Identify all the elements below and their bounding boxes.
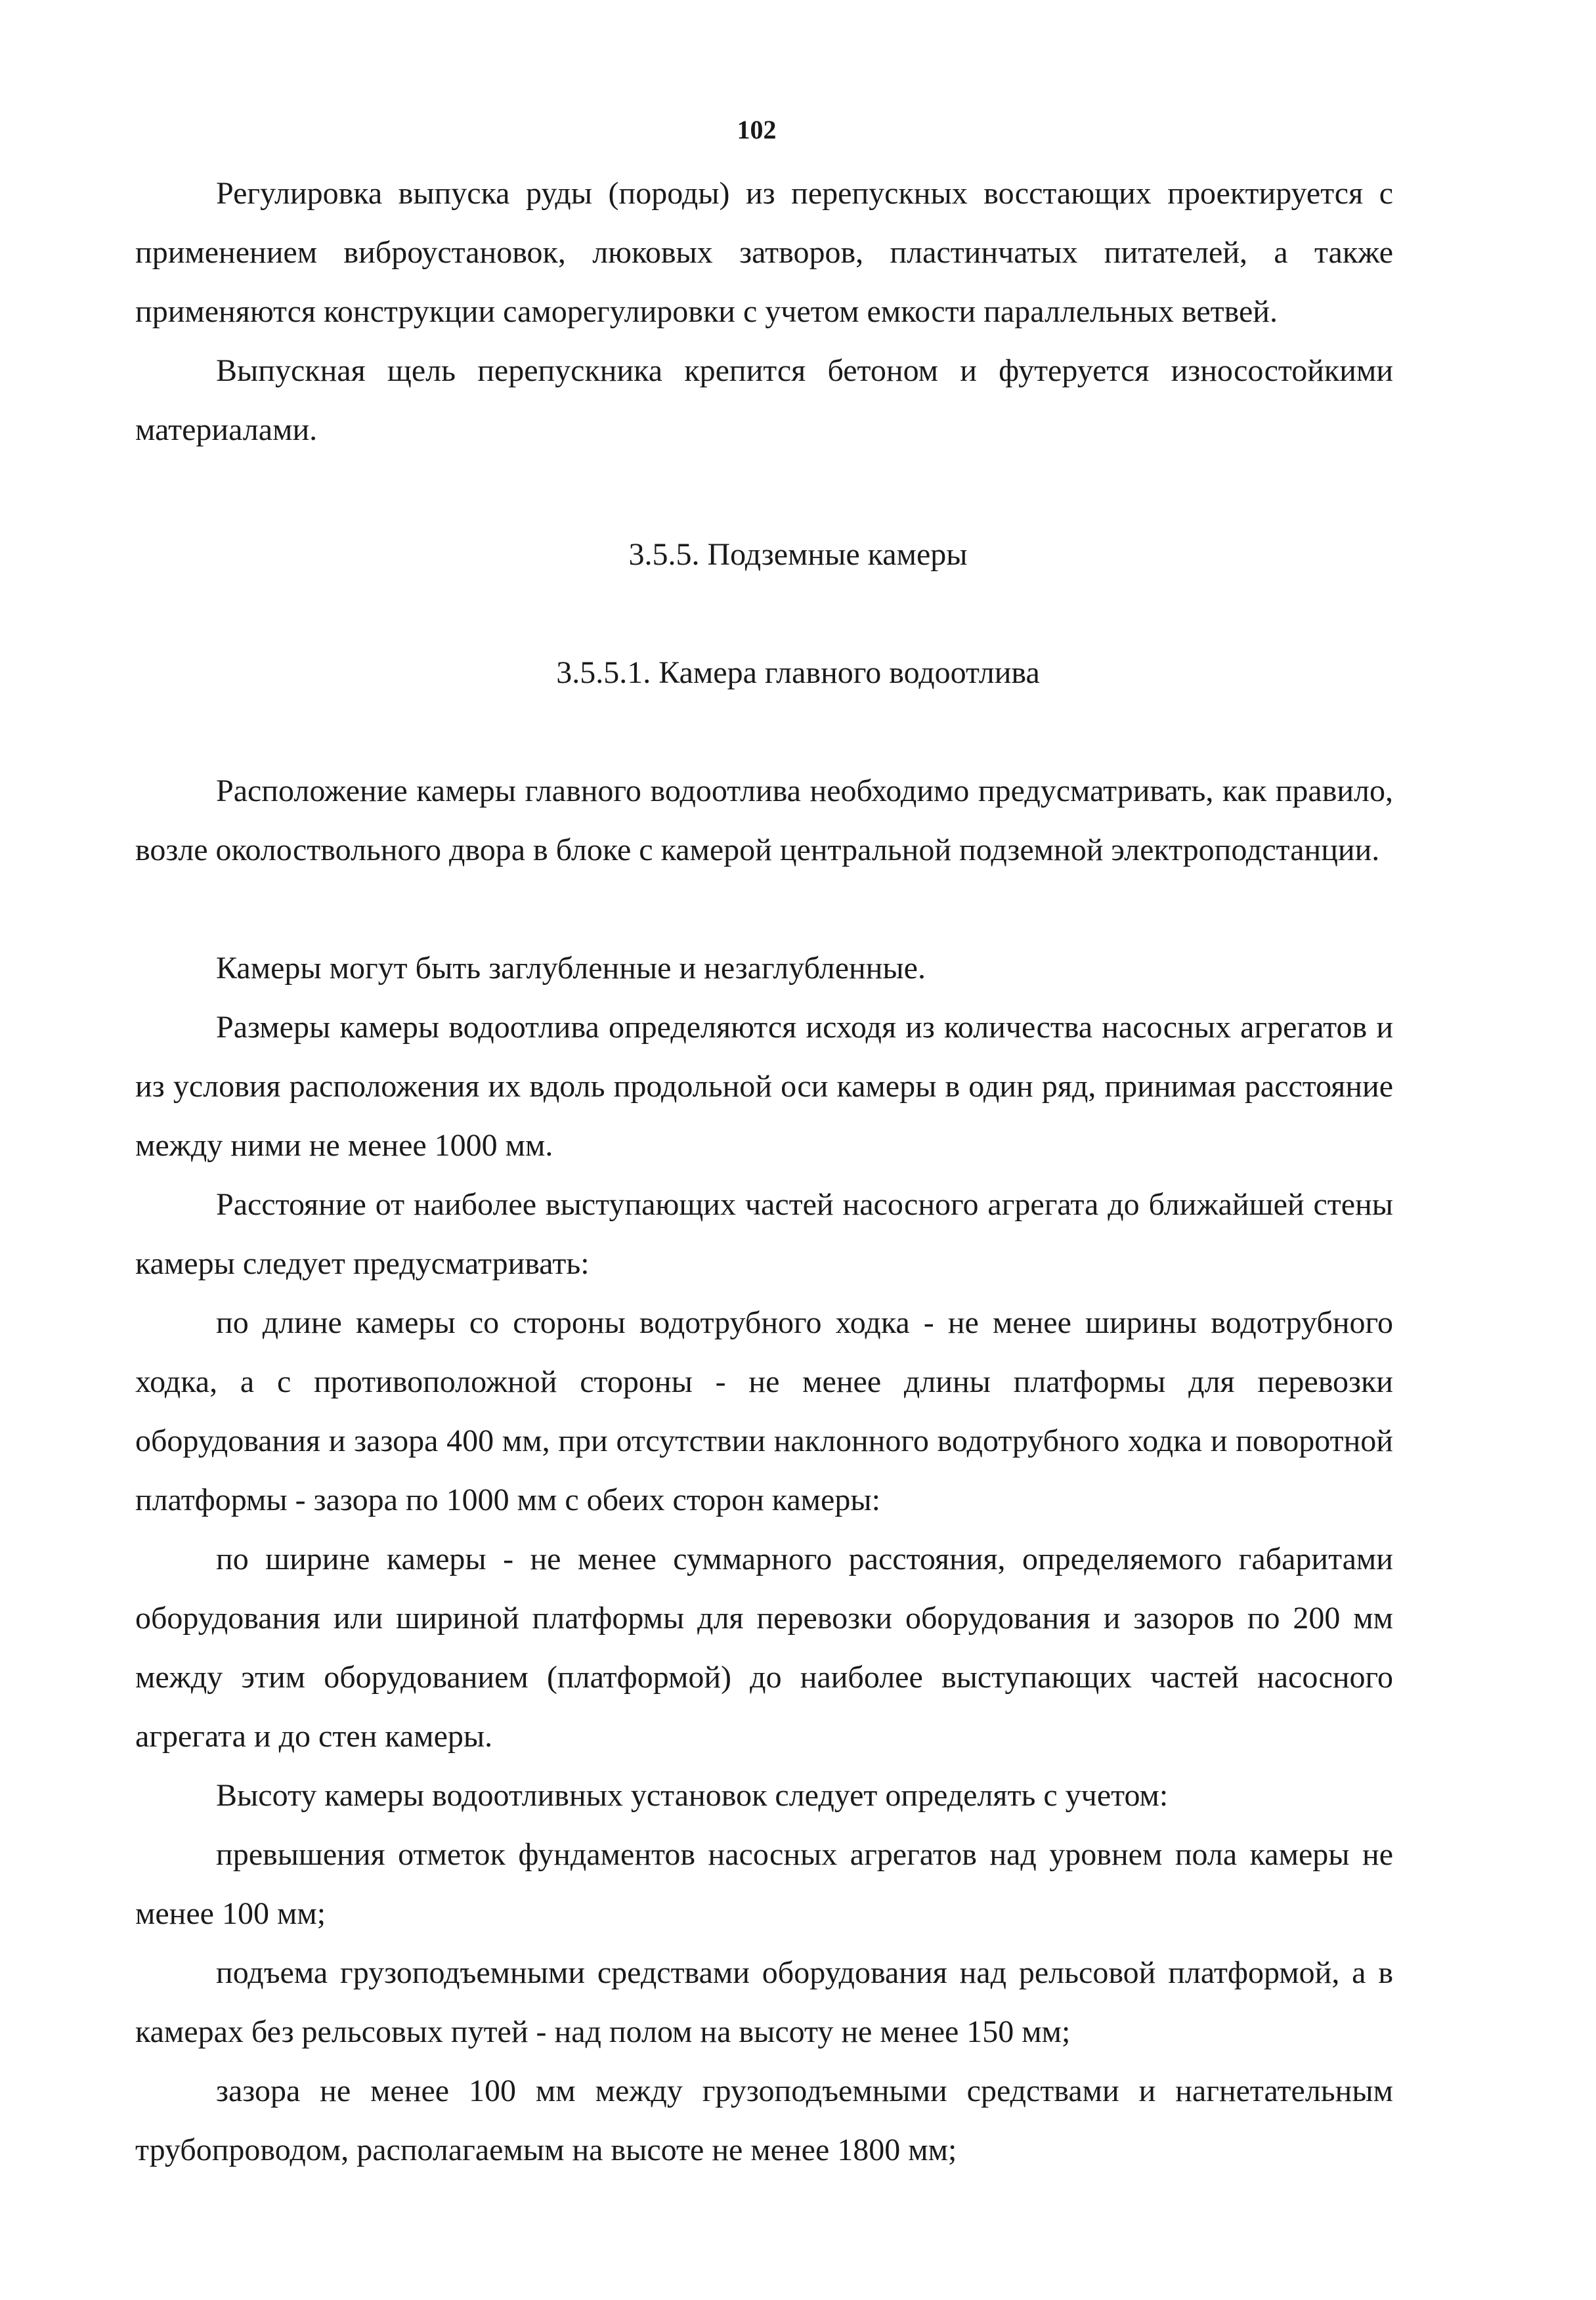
subsection-heading: 3.5.5.1. Камера главного водоотлива xyxy=(556,655,1040,690)
paragraph-clearance: зазора не менее 100 мм между грузоподъемными средствами и нагнетательным трубопроводом, располагаемым на высоте не менее 1800 мм; xyxy=(135,2073,1393,2167)
paragraph-ore-release: Регулировка выпуска руды (породы) из перепускных восстающих проектируется с применением виброустановок, люковых затворов, пластинчатых питателей, а также применяются конструкции саморегулировки с учетом емкости параллельных ветвей. xyxy=(135,176,1393,329)
paragraph-distance: Расстояние от наиболее выступающих частей насосного агрегата до ближайшей стены камеры следует предусматривать: xyxy=(135,1187,1393,1281)
page-number: 102 xyxy=(737,115,777,144)
paragraph-release-slot: Выпускная щель перепускника крепится бетоном и футеруется износостойкими материалами. xyxy=(135,353,1393,447)
paragraph-location: Расположение камеры главного водоотлива необходимо предусматривать, как правило, возле околоствольного двора в блоке с камерой центральной подземной электроподстанции. xyxy=(135,773,1393,867)
paragraph-foundation: превышения отметок фундаментов насосных агрегатов над уровнем пола камеры не менее 100 мм; xyxy=(135,1837,1393,1931)
paragraph-height-intro: Высоту камеры водоотливных установок следует определять с учетом: xyxy=(216,1778,1169,1813)
paragraph-length: по длине камеры со стороны водотрубного ходка - не менее ширины водотрубного ходка, а с противоположной стороны - не менее длины платформы для перевозки оборудования и зазора 400 мм, при отсутствии наклонного водотрубного ходка и поворотной платформы - зазора по 1000 мм с обеих сторон камеры: xyxy=(135,1305,1393,1517)
paragraph-width: по ширине камеры - не менее суммарного расстояния, определяемого габаритами оборудования или шириной платформы для перевозки оборудования и зазоров по 200 мм между этим оборудованием (платформой) до наиболее выступающих частей насосного агрегата и до стен камеры. xyxy=(135,1542,1393,1754)
paragraph-dimensions: Размеры камеры водоотлива определяются исходя из количества насосных агрегатов и из условия расположения их вдоль продольной оси камеры в один ряд, принимая расстояние между ними не менее 1000 мм. xyxy=(135,1010,1393,1163)
paragraph-lifting: подъема грузоподъемными средствами оборудования над рельсовой платформой, а в камерах без рельсовых путей - над полом на высоту не менее 150 мм; xyxy=(135,1955,1393,2049)
section-heading: 3.5.5. Подземные камеры xyxy=(628,537,968,572)
paragraph-chamber-types: Камеры могут быть заглубленные и незаглубленные. xyxy=(216,951,926,986)
